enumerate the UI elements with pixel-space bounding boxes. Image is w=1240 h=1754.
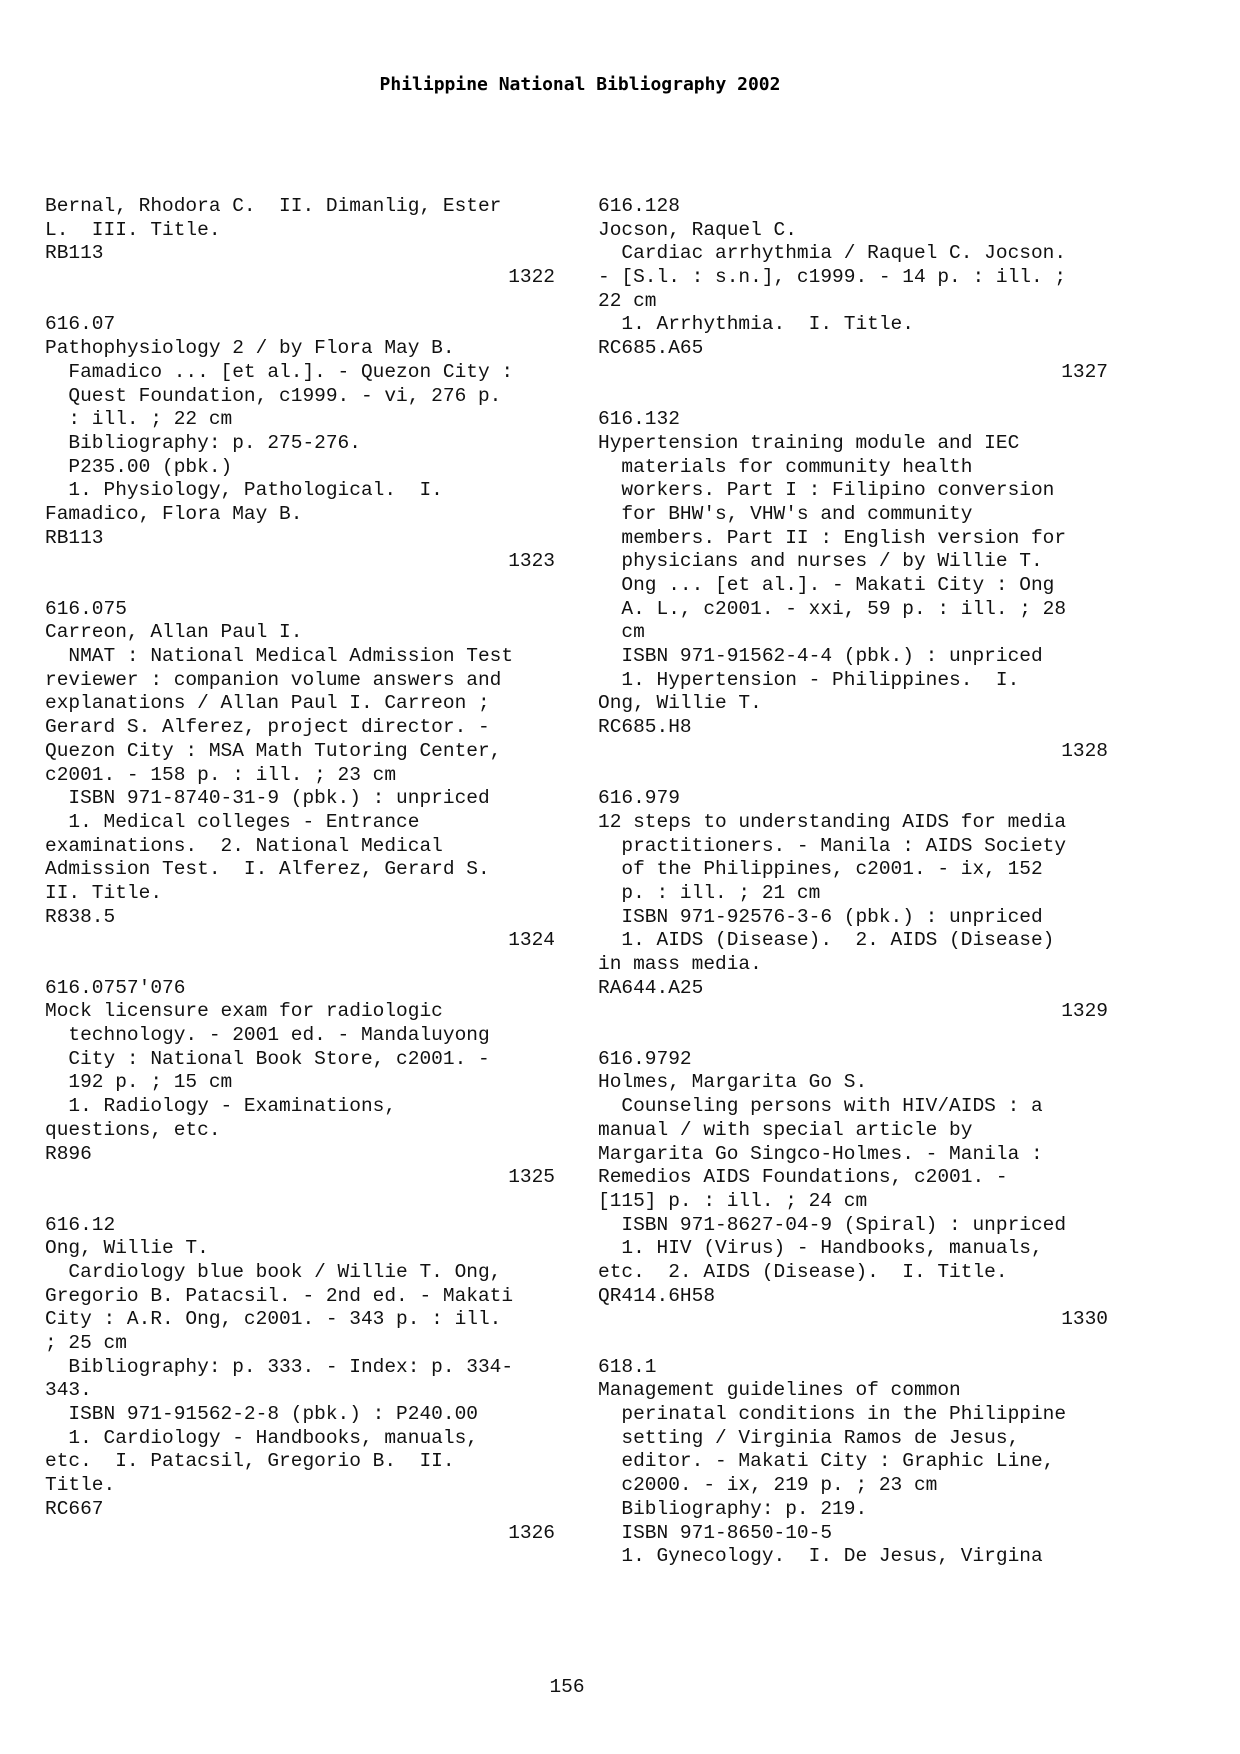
entry-line: 22 cm (598, 289, 657, 312)
entry-line: A. L., c2001. - xxi, 59 p. : ill. ; 28 (598, 597, 1067, 620)
entry-line: of the Philippines, c2001. - ix, 152 (598, 858, 1043, 881)
entry-line: 616.0757'076 (45, 976, 186, 999)
bibliography-entry (45, 598, 555, 953)
entry-number: 1325 (508, 1166, 555, 1189)
entry-line: ; 25 cm (45, 1332, 127, 1354)
entry-line: etc. 2. AIDS (Disease). I. Title. (598, 1260, 1008, 1283)
entry-line: cm (598, 621, 645, 644)
entry-line: Cardiology blue book / Willie T. Ong, (45, 1260, 502, 1283)
entry-line: 192 p. ; 15 cm (45, 1071, 233, 1094)
entry-line: RC685.H8 (598, 716, 692, 739)
entry-line: 1. Physiology, Pathological. I. (45, 479, 443, 502)
entry-line: L. III. Title. (45, 218, 221, 241)
entry-line: 1. Gynecology. I. De Jesus, Virgina (598, 1545, 1043, 1568)
entry-line: Mock licensure exam for radiologic (45, 1000, 443, 1023)
bibliography-entry (45, 313, 555, 574)
entry-line: perinatal conditions in the Philippine (598, 1403, 1067, 1426)
entry-spacer (598, 385, 1108, 409)
entry-line: Ong, Willie T. (598, 692, 762, 715)
entry-line: Remedios AIDS Foundations, c2001. - (598, 1166, 1008, 1189)
entry-line: physicians and nurses / by Willie T. (598, 550, 1043, 573)
entry-line: Bibliography: p. 219. (598, 1497, 868, 1520)
entry-line: NMAT : National Medical Admission Test (45, 645, 514, 668)
entry-line: RB113 (45, 242, 104, 265)
entry-line: ISBN 971-92576-3-6 (pbk.) : unpriced (598, 905, 1043, 928)
entry-line: Famadico ... [et al.]. - Quezon City : (45, 360, 514, 383)
entry-line: members. Part II : English version for (598, 526, 1067, 549)
entry-line: c2001. - 158 p. : ill. ; 23 cm (45, 763, 397, 786)
entry-line: Pathophysiology 2 / by Flora May B. (45, 337, 455, 360)
entry-line: manual / with special article by (598, 1118, 973, 1141)
entry-line: materials for community health (598, 455, 973, 478)
entry-line: Gerard S. Alferez, project director. - (45, 716, 490, 739)
entry-line: City : National Book Store, c2001. - (45, 1047, 490, 1070)
entry-line: RC667 (45, 1497, 104, 1520)
entry-line: City : A.R. Ong, c2001. - 343 p. : ill. (45, 1308, 502, 1331)
entry-spacer (45, 1190, 555, 1214)
bibliography-entry (598, 787, 1108, 1024)
entry-line: P235.00 (pbk.) (45, 455, 233, 478)
bibliography-entry (598, 408, 1108, 763)
entry-line: Management guidelines of common (598, 1379, 961, 1402)
entry-line: ISBN 971-91562-2-8 (pbk.) : P240.00 (45, 1403, 478, 1426)
left-column (45, 195, 555, 1545)
entry-line: questions, etc. (45, 1118, 221, 1141)
entry-number: 1326 (508, 1521, 555, 1544)
entry-line: for BHW's, VHW's and community (598, 502, 973, 525)
entry-line: QR414.6H58 (598, 1284, 716, 1307)
entry-line: 1. Medical colleges - Entrance (45, 810, 420, 833)
entry-line: Title. (45, 1474, 116, 1497)
entry-line: reviewer : companion volume answers and (45, 668, 502, 691)
entry-line: 1. Cardiology - Handbooks, manuals, (45, 1426, 478, 1449)
entry-number: 1328 (1061, 739, 1108, 762)
entry-line: Ong ... [et al.]. - Makati City : Ong (598, 574, 1055, 596)
entry-number: 1323 (508, 550, 555, 573)
bibliography-entry (598, 195, 1108, 385)
entry-line: editor. - Makati City : Graphic Line, (598, 1450, 1055, 1473)
entry-line: 1. Arrhythmia. I. Title. (598, 313, 914, 336)
entry-line: explanations / Allan Paul I. Carreon ; (45, 692, 490, 715)
entry-spacer (45, 574, 555, 598)
bibliography-entry (45, 1214, 555, 1546)
entry-line: Counseling persons with HIV/AIDS : a (598, 1095, 1043, 1118)
entry-line: in mass media. (598, 953, 762, 975)
entry-line: R838.5 (45, 905, 116, 928)
entry-spacer (45, 290, 555, 314)
entry-spacer (598, 764, 1108, 788)
entry-line: Carreon, Allan Paul I. (45, 621, 303, 644)
entry-line: RB113 (45, 526, 104, 549)
entry-line: RC685.A65 (598, 337, 704, 360)
entry-line: Hypertension training module and IEC (598, 431, 1020, 454)
entry-line: 1. Radiology - Examinations, (45, 1095, 397, 1118)
entry-line: [115] p. : ill. ; 24 cm (598, 1189, 868, 1212)
entry-line: 616.12 (45, 1213, 116, 1236)
entry-line: practitioners. - Manila : AIDS Society (598, 834, 1067, 857)
entry-number: 1327 (1061, 360, 1108, 383)
right-column (598, 195, 1108, 1569)
entry-line: ISBN 971-8650-10-5 (598, 1521, 833, 1544)
entry-line: Holmes, Margarita Go S. (598, 1071, 868, 1094)
bibliography-entry (598, 1048, 1108, 1332)
entry-line: c2000. - ix, 219 p. ; 23 cm (598, 1474, 938, 1497)
entry-line: 616.9792 (598, 1047, 692, 1070)
bibliography-entry (598, 1356, 1108, 1569)
entry-line: II. Title. (45, 881, 163, 904)
entry-number: 1330 (1061, 1308, 1108, 1331)
entry-line: R896 (45, 1142, 92, 1165)
entry-line: Margarita Go Singco-Holmes. - Manila : (598, 1142, 1043, 1165)
entry-line: workers. Part I : Filipino conversion (598, 479, 1055, 502)
entry-line: setting / Virginia Ramos de Jesus, (598, 1426, 1020, 1449)
entry-line: Cardiac arrhythmia / Raquel C. Jocson. (598, 242, 1067, 265)
entry-line: Quest Foundation, c1999. - vi, 276 p. (45, 384, 502, 407)
entry-line: etc. I. Patacsil, Gregorio B. II. (45, 1450, 455, 1473)
entry-line: 343. (45, 1379, 92, 1402)
entry-spacer (598, 1332, 1108, 1356)
entry-line: ISBN 971-91562-4-4 (pbk.) : unpriced (598, 645, 1043, 668)
entry-line: Gregorio B. Patacsil. - 2nd ed. - Makati (45, 1284, 514, 1307)
entry-line: 1. HIV (Virus) - Handbooks, manuals, (598, 1237, 1043, 1260)
entry-spacer (45, 953, 555, 977)
entry-line: Jocson, Raquel C. (598, 218, 797, 241)
entry-line: 618.1 (598, 1355, 657, 1378)
entry-line: : ill. ; 22 cm (45, 408, 233, 431)
entry-line: 1. AIDS (Disease). 2. AIDS (Disease) (598, 929, 1055, 952)
entry-line: Bernal, Rhodora C. II. Dimanlig, Ester (45, 195, 502, 217)
entry-line: examinations. 2. National Medical (45, 834, 443, 857)
entry-line: p. : ill. ; 21 cm (598, 881, 821, 904)
entry-line: Quezon City : MSA Math Tutoring Center, (45, 739, 502, 762)
entry-line: 12 steps to understanding AIDS for media (598, 810, 1067, 833)
entry-line: ISBN 971-8627-04-9 (Spiral) : unpriced (598, 1213, 1067, 1236)
bibliography-entry (45, 977, 555, 1190)
bibliography-entry (45, 195, 555, 290)
entry-line: Bibliography: p. 333. - Index: p. 334- (45, 1355, 514, 1378)
entry-line: Admission Test. I. Alferez, Gerard S. (45, 858, 490, 881)
entry-line: 616.075 (45, 597, 127, 620)
entry-number: 1322 (508, 266, 555, 289)
entry-line: Bibliography: p. 275-276. (45, 431, 361, 454)
entry-number: 1324 (508, 929, 555, 952)
entry-number: 1329 (1061, 1000, 1108, 1023)
page-number: 156 (549, 1676, 585, 1698)
entry-line: RA644.A25 (598, 976, 704, 999)
entry-line: ISBN 971-8740-31-9 (pbk.) : unpriced (45, 787, 490, 810)
page-title: Philippine National Bibliography 2002 (379, 74, 781, 95)
entry-line: 616.132 (598, 408, 680, 431)
entry-spacer (598, 1024, 1108, 1048)
entry-line: Ong, Willie T. (45, 1237, 209, 1260)
entry-line: technology. - 2001 ed. - Mandaluyong (45, 1024, 490, 1047)
entry-line: - [S.l. : s.n.], c1999. - 14 p. : ill. ; (598, 266, 1067, 289)
entry-line: 616.128 (598, 195, 680, 217)
entry-line: 616.07 (45, 313, 116, 336)
entry-line: 1. Hypertension - Philippines. I. (598, 668, 1020, 691)
entry-line: 616.979 (598, 787, 680, 810)
entry-line: Famadico, Flora May B. (45, 502, 303, 525)
